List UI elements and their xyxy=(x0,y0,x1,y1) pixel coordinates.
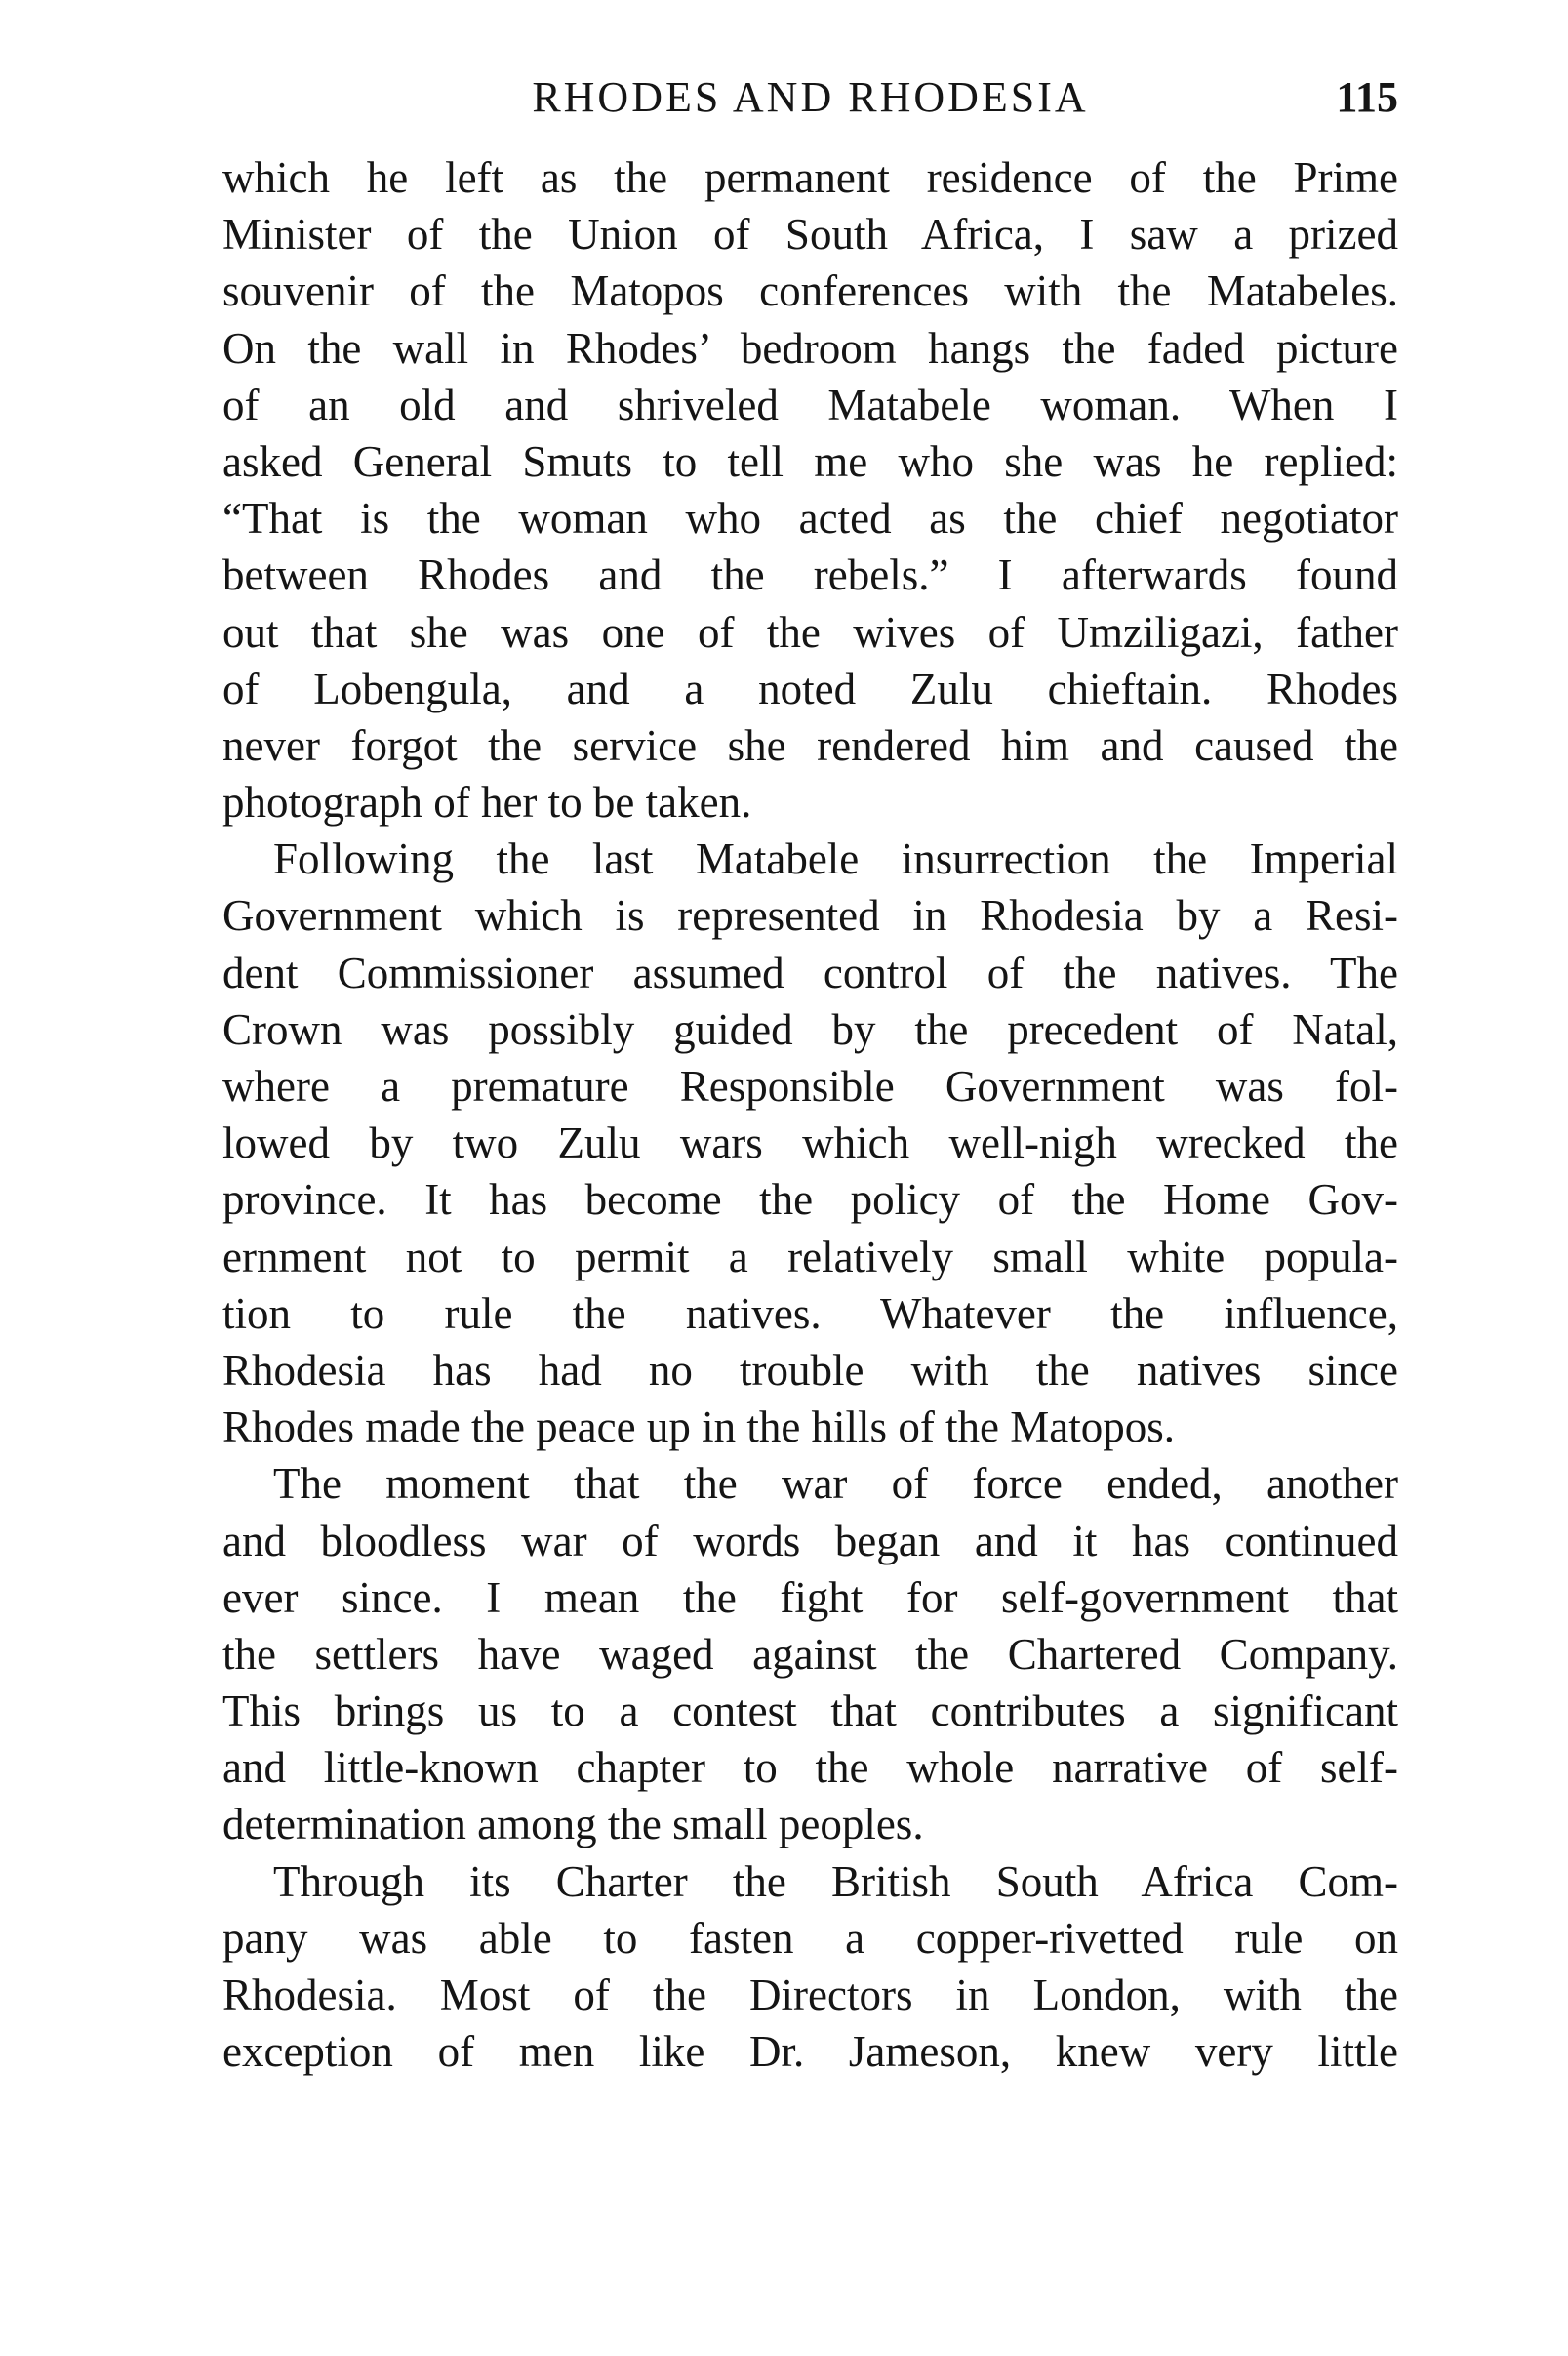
text-line: ernment not to permit a relatively small white popula- xyxy=(222,1232,1398,1281)
text-line: of an old and shriveled Matabele woman. When I xyxy=(222,380,1398,429)
text-line: province. It has become the policy of the Home Gov- xyxy=(222,1175,1398,1225)
text-line: On the wall in Rhodes’ bedroom hangs the faded picture xyxy=(222,323,1398,373)
text-line: exception of men like Dr. Jameson, knew very little xyxy=(222,2027,1398,2077)
text-line: never forgot the service she rendered him and caused the xyxy=(222,720,1398,770)
body-text xyxy=(222,149,1398,2080)
running-title: RHODES AND RHODESIA xyxy=(532,73,1089,121)
text-line: and bloodless war of words began and it has continued xyxy=(222,1516,1398,1565)
text-line: where a premature Responsible Government was fol- xyxy=(222,1062,1398,1111)
text-line: tion to rule the natives. Whatever the influence, xyxy=(222,1288,1398,1338)
text-line: The moment that the war of force ended, another xyxy=(273,1459,1398,1509)
text-line: and little-known chapter to the whole narrative of self- xyxy=(222,1743,1398,1793)
text-line: Rhodesia has had no trouble with the natives since xyxy=(222,1345,1398,1395)
text-line: the settlers have waged against the Chartered Company. xyxy=(222,1629,1398,1679)
text-line: lowed by two Zulu wars which well-nigh wrecked the xyxy=(222,1118,1398,1168)
text-line: Government which is represented in Rhodesia by a Resi- xyxy=(222,891,1398,941)
running-head xyxy=(222,66,1398,129)
page-number: 115 xyxy=(1336,73,1398,121)
text-line: between Rhodes and the rebels.” I afterwards found xyxy=(222,550,1398,600)
text-line: souvenir of the Matopos conferences with the Matabeles. xyxy=(222,266,1398,316)
text-line: Rhodesia. Most of the Directors in London, with the xyxy=(222,1970,1398,2019)
text-line: Through its Charter the British South Africa Com- xyxy=(273,1856,1398,1906)
text-line: determination among the small peoples. xyxy=(222,1800,924,1849)
text-line: Crown was possibly guided by the precedent of Natal, xyxy=(222,1004,1398,1054)
text-line: asked General Smuts to tell me who she was he replied: xyxy=(222,436,1398,486)
text-line: “That is the woman who acted as the chief negotiator xyxy=(222,494,1398,544)
text-line: pany was able to fasten a copper-rivetted rule on xyxy=(222,1913,1398,1963)
text-line: which he left as the permanent residence of the Prime xyxy=(222,153,1398,202)
text-line: out that she was one of the wives of Umziligazi, father xyxy=(222,607,1398,657)
text-line: Minister of the Union of South Africa, I saw a prized xyxy=(222,210,1398,260)
text-line: of Lobengula, and a noted Zulu chieftain. Rhodes xyxy=(222,664,1398,713)
text-line: This brings us to a contest that contributes a significant xyxy=(222,1686,1398,1736)
text-line: photograph of her to be taken. xyxy=(222,778,752,828)
text-line: dent Commissioner assumed control of the natives. The xyxy=(222,948,1398,997)
text-line: Following the last Matabele insurrection the Imperial xyxy=(273,834,1398,884)
text-line: ever since. I mean the fight for self-government that xyxy=(222,1572,1398,1622)
text-line: Rhodes made the peace up in the hills of the Matopos. xyxy=(222,1402,1176,1452)
